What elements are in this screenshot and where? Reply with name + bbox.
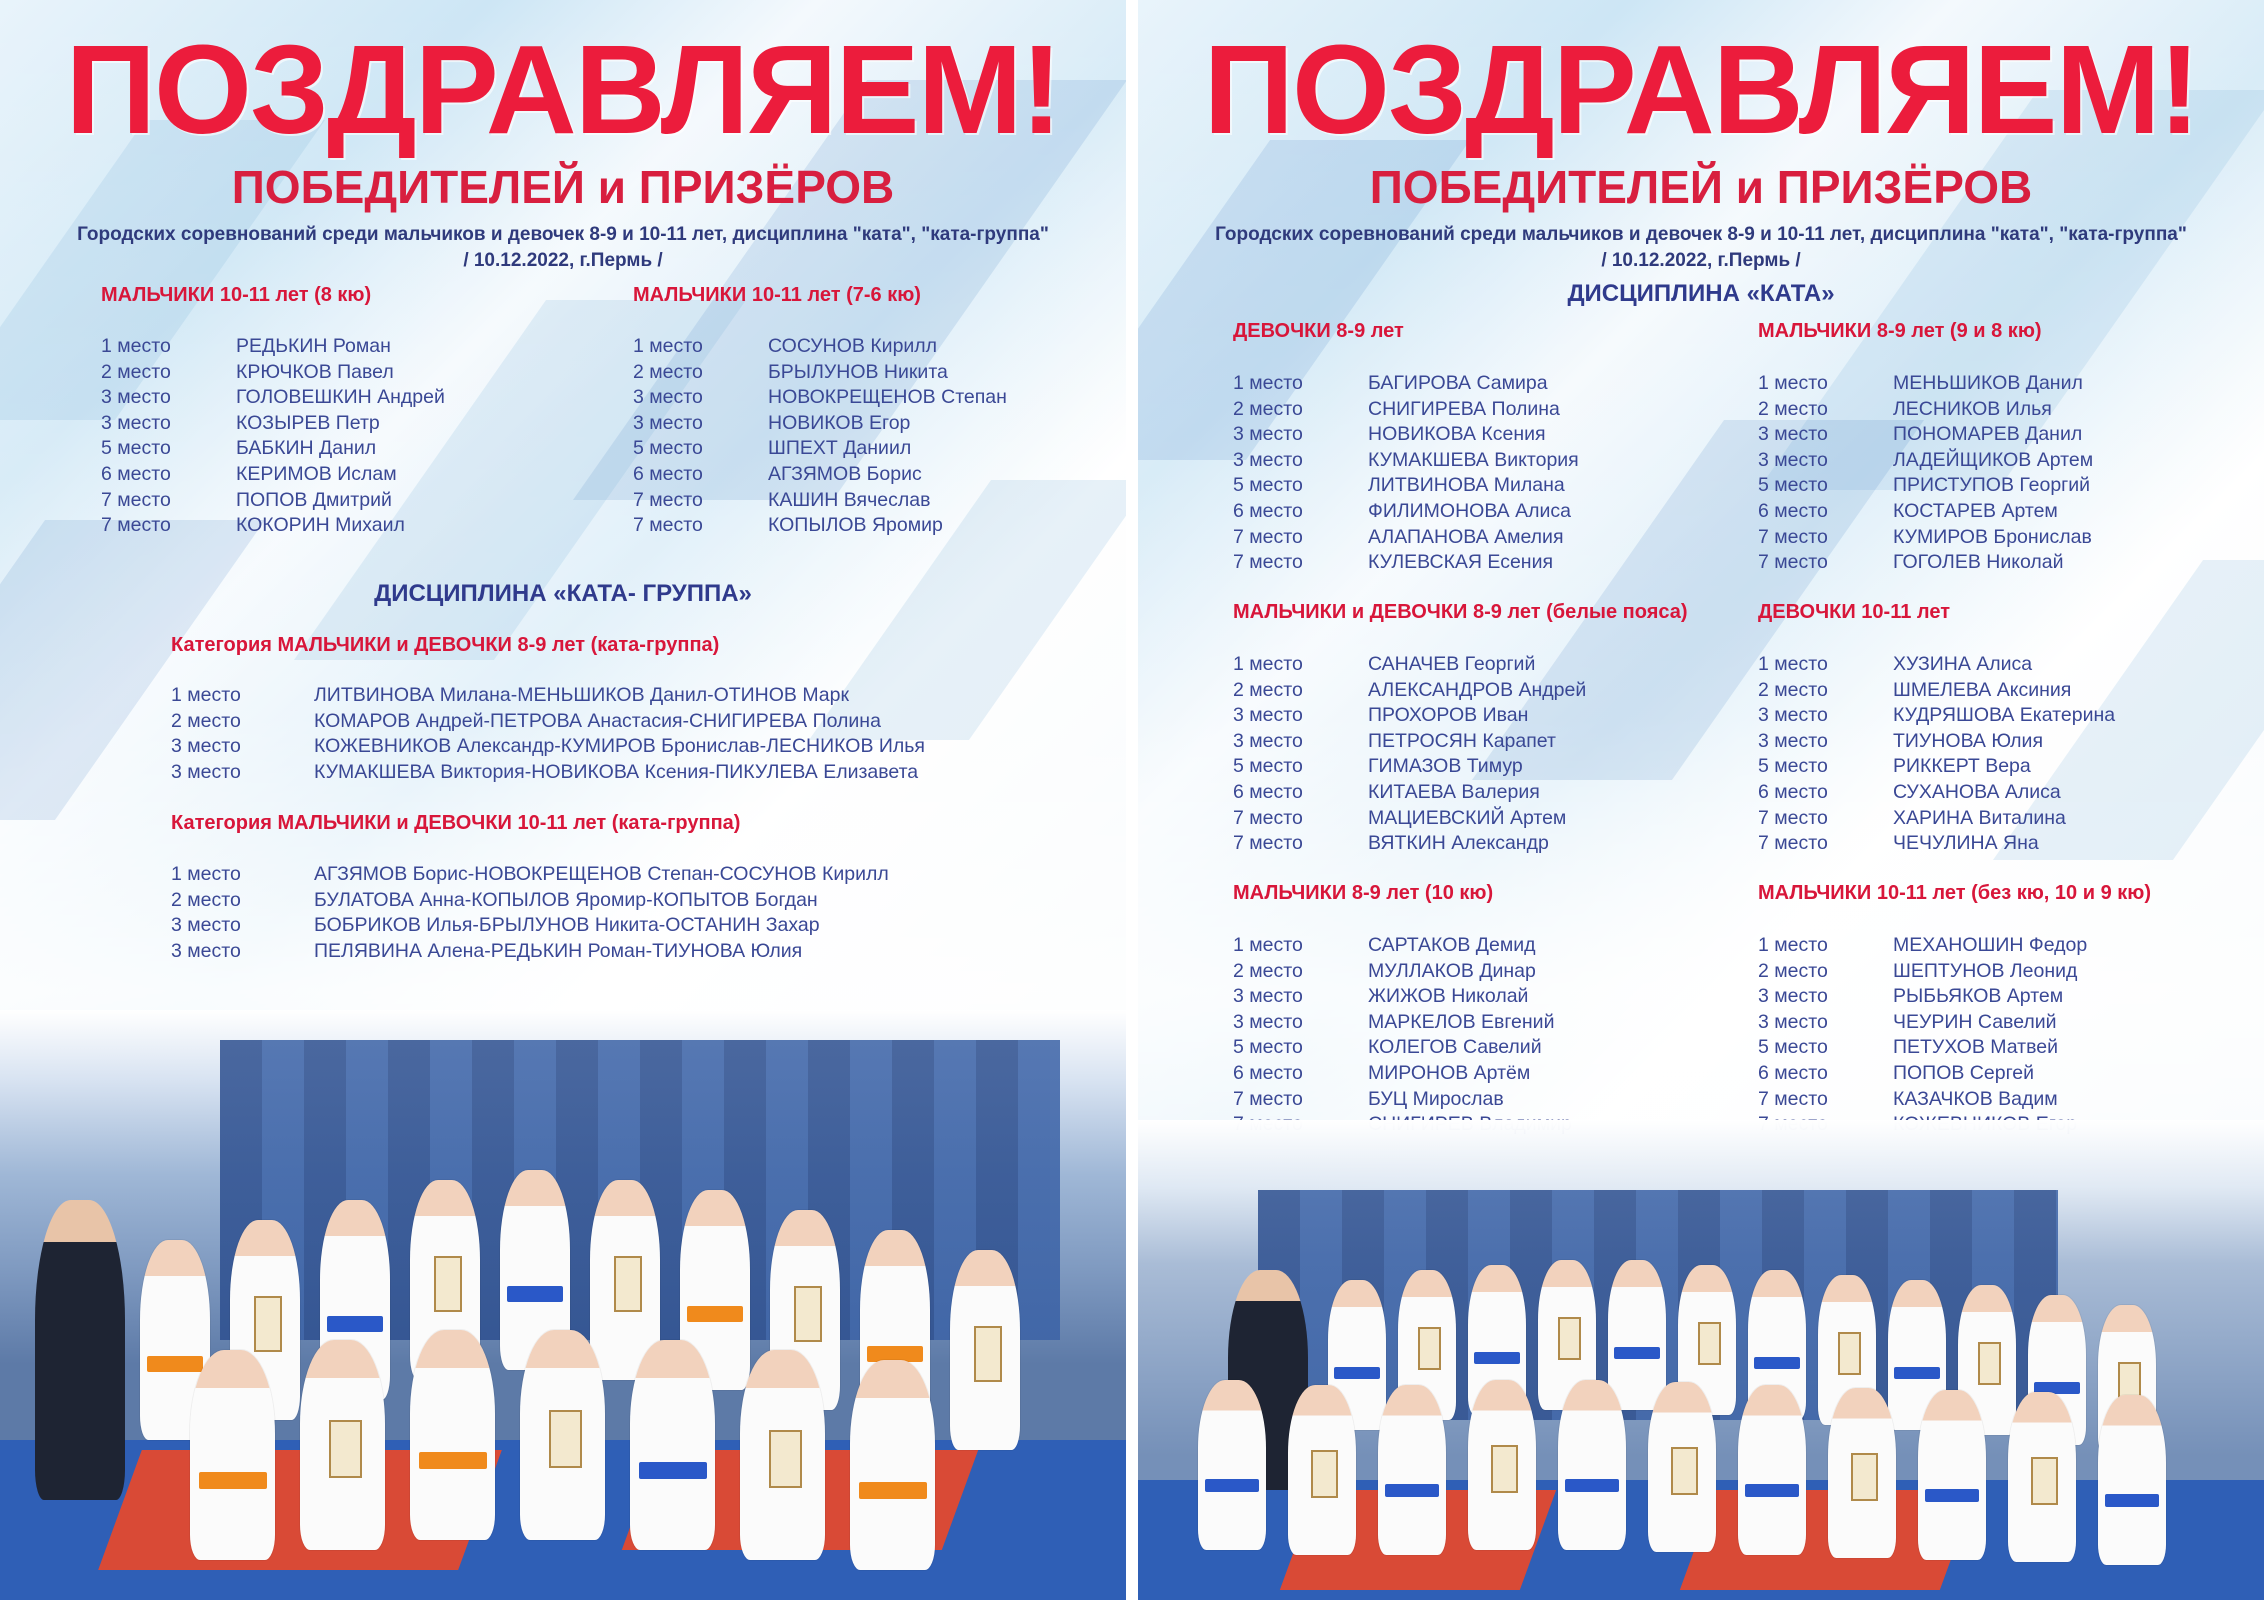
athlete-name: МАЦИЕВСКИЙ Артем	[1368, 806, 1567, 829]
place: 7 место	[1233, 832, 1303, 855]
place: 6 место	[1233, 499, 1303, 522]
result-row	[1233, 550, 1579, 576]
athlete-name: СОСУНОВ Кирилл	[768, 335, 938, 357]
discipline-heading: ДИСЦИПЛИНА «КАТА- ГРУППА»	[374, 580, 752, 607]
result-row	[1233, 806, 1586, 832]
place: 5 место	[1758, 755, 1828, 778]
page-title: ПОЗДРАВЛЯЕМ!	[1203, 19, 2199, 160]
result-row	[633, 385, 1007, 411]
place: 2 место	[101, 360, 171, 383]
result-row	[1758, 703, 2115, 729]
results-list	[1758, 652, 2115, 857]
place: 2 место	[1758, 397, 1828, 420]
result-row	[633, 334, 1007, 360]
place: 5 место	[633, 437, 703, 460]
event-description-line: Городских соревнований среди мальчиков и девочек 8-9 и 10-11 лет, дисциплина "ката", "ката-группа"	[1215, 224, 2187, 245]
results-list	[1758, 371, 2093, 576]
place: 7 место	[633, 514, 703, 537]
athlete-name: ЛАДЕЙЩИКОВ Артем	[1893, 448, 2094, 471]
athlete-name: ЛЕСНИКОВ Илья	[1893, 397, 2052, 420]
result-row	[1233, 831, 1586, 857]
page-title: ПОЗДРАВЛЯЕМ!	[65, 19, 1061, 160]
place: 3 место	[633, 411, 703, 434]
athlete-name: САРТАКОВ Демид	[1368, 934, 1536, 956]
place: 1 место	[171, 863, 241, 885]
team-names: КОМАРОВ Андрей-ПЕТРОВА Анастасия-СНИГИРЕВА Полина	[314, 709, 881, 732]
place: 3 место	[1758, 729, 1828, 752]
athlete-name: КУМАКШЕВА Виктория	[1368, 448, 1579, 471]
athlete-name: КЕРИМОВ Ислам	[236, 462, 397, 485]
place: 3 место	[171, 760, 241, 783]
results-list	[1233, 652, 1586, 857]
result-row	[101, 513, 445, 539]
athlete-name: РЫБЬЯКОВ Артем	[1893, 985, 2064, 1008]
place: 1 место	[171, 684, 241, 706]
category-heading: МАЛЬЧИКИ 8-9 лет (9 и 8 кю)	[1758, 320, 2042, 342]
athlete-name: БУЦ Мирослав	[1368, 1087, 1504, 1110]
left-poster	[0, 0, 1126, 1600]
result-row	[1233, 1061, 1572, 1087]
place: 7 место	[633, 488, 703, 511]
result-row	[1758, 984, 2087, 1010]
athlete-name: МАРКЕЛОВ Евгений	[1368, 1010, 1555, 1033]
athlete-name: НОВИКОВ Егор	[768, 411, 911, 434]
place: 3 место	[1233, 1010, 1303, 1033]
place: 3 место	[1758, 704, 1828, 727]
place: 3 место	[1758, 985, 1828, 1008]
place: 7 место	[1758, 832, 1828, 855]
team-names: ПЕЛЯВИНА Алена-РЕДЬКИН Роман-ТИУНОВА Юлия	[314, 939, 803, 962]
athlete-name: КАШИН Вячеслав	[768, 488, 931, 511]
place: 3 место	[1233, 704, 1303, 727]
results-list	[633, 334, 1007, 539]
athlete-name: КОСТАРЕВ Артем	[1893, 499, 2058, 522]
result-row	[1233, 1010, 1572, 1036]
place: 2 место	[1233, 678, 1303, 701]
result-row	[1233, 397, 1579, 423]
results-list	[171, 683, 925, 785]
group-photo	[0, 1010, 1126, 1600]
athlete-name: КУЛЕВСКАЯ Есения	[1368, 551, 1554, 574]
category-heading: МАЛЬЧИКИ 10-11 лет (7-6 кю)	[633, 284, 921, 306]
result-row	[1758, 729, 2115, 755]
athlete-name: САНАЧЕВ Георгий	[1368, 653, 1536, 675]
result-row	[633, 436, 1007, 462]
result-row	[1758, 422, 2093, 448]
athlete-name: БАБКИН Данил	[236, 437, 377, 460]
place: 5 место	[1758, 474, 1828, 497]
place: 3 место	[1233, 448, 1303, 471]
athlete-name: НОВОКРЕЩЕНОВ Степан	[768, 386, 1007, 409]
athlete-name: ВЯТКИН Александр	[1368, 832, 1549, 855]
athlete-name: МИРОНОВ Артём	[1368, 1061, 1531, 1084]
result-row	[1758, 652, 2115, 678]
athlete-name: ПРОХОРОВ Иван	[1368, 704, 1529, 727]
place: 6 место	[1233, 780, 1303, 803]
place: 2 место	[1758, 678, 1828, 701]
event-date-location: / 10.12.2022, г.Пермь /	[463, 250, 663, 271]
result-row	[1758, 525, 2093, 551]
result-row	[1758, 780, 2115, 806]
result-row	[171, 734, 925, 760]
result-row	[1233, 422, 1579, 448]
athlete-name: МЕХАНОШИН Федор	[1893, 934, 2088, 956]
athlete-name: КИТАЕВА Валерия	[1368, 780, 1540, 803]
team-names: ЛИТВИНОВА Милана-МЕНЬШИКОВ Данил-ОТИНОВ Марк	[314, 684, 850, 706]
place: 7 место	[1233, 1087, 1303, 1110]
poster-divider	[1126, 0, 1138, 1600]
athlete-name: ЖИЖОВ Николай	[1368, 985, 1529, 1008]
place: 1 место	[1233, 372, 1303, 394]
result-row	[1233, 729, 1586, 755]
place: 3 место	[1233, 729, 1303, 752]
athlete-name: КУДРЯШОВА Екатерина	[1893, 704, 2116, 727]
athlete-name: АГЗЯМОВ Борис	[768, 462, 922, 485]
result-row	[171, 888, 889, 914]
athlete-name: ГОЛОВЕШКИН Андрей	[236, 386, 445, 409]
result-row	[1758, 448, 2093, 474]
place: 2 место	[171, 888, 241, 911]
results-list	[1233, 371, 1579, 576]
athlete-name: РЕДЬКИН Роман	[236, 335, 391, 357]
place: 2 место	[1233, 959, 1303, 982]
team-names: АГЗЯМОВ Борис-НОВОКРЕЩЕНОВ Степан-СОСУНОВ Кирилл	[314, 863, 889, 885]
page-subtitle: ПОБЕДИТЕЛЕЙ и ПРИЗЁРОВ	[231, 161, 895, 213]
place: 2 место	[1758, 959, 1828, 982]
athlete-name: КУМИРОВ Бронислав	[1893, 525, 2092, 548]
athlete-name: КОПЫЛОВ Яромир	[768, 514, 943, 537]
results-list	[101, 334, 445, 539]
result-row	[1758, 550, 2093, 576]
athlete-name: БРЫЛУНОВ Никита	[768, 360, 948, 383]
place: 7 место	[101, 514, 171, 537]
place: 6 место	[101, 462, 171, 485]
result-row	[1758, 397, 2093, 423]
result-row	[1758, 678, 2115, 704]
results-list	[1233, 933, 1572, 1138]
result-row	[633, 488, 1007, 514]
category-heading: МАЛЬЧИКИ 10-11 лет (без кю, 10 и 9 кю)	[1758, 882, 2151, 904]
place: 3 место	[1233, 985, 1303, 1008]
result-row	[171, 709, 925, 735]
result-row	[1233, 780, 1586, 806]
category-heading: Категория МАЛЬЧИКИ и ДЕВОЧКИ 8-9 лет (ката-группа)	[171, 634, 720, 656]
athlete-name: КРЮЧКОВ Павел	[236, 360, 394, 383]
result-row	[101, 488, 445, 514]
result-row	[1758, 1035, 2087, 1061]
result-row	[101, 411, 445, 437]
result-row	[1758, 959, 2087, 985]
place: 2 место	[633, 360, 703, 383]
place: 3 место	[171, 735, 241, 758]
athlete-name: ГИМАЗОВ Тимур	[1368, 755, 1523, 778]
place: 2 место	[171, 709, 241, 732]
result-row	[1233, 1035, 1572, 1061]
team-names: КОЖЕВНИКОВ Александр-КУМИРОВ Бронислав-ЛЕСНИКОВ Илья	[314, 735, 925, 758]
result-row	[1233, 703, 1586, 729]
athlete-name: СУХАНОВА Алиса	[1893, 780, 2061, 803]
athlete-name: КОКОРИН Михаил	[236, 514, 405, 537]
place: 3 место	[1758, 448, 1828, 471]
event-description	[0, 222, 1126, 274]
result-row	[1758, 754, 2115, 780]
category-heading: Категория МАЛЬЧИКИ и ДЕВОЧКИ 10-11 лет (ката-группа)	[171, 812, 741, 834]
place: 3 место	[171, 939, 241, 962]
place: 3 место	[171, 914, 241, 937]
discipline-heading: ДИСЦИПЛИНА «КАТА»	[1567, 280, 1835, 307]
result-row	[1233, 959, 1572, 985]
athlete-name: АЛЕКСАНДРОВ Андрей	[1368, 678, 1587, 701]
result-row	[101, 462, 445, 488]
place: 7 место	[1233, 525, 1303, 548]
place: 5 место	[1233, 755, 1303, 778]
result-row	[1758, 371, 2093, 397]
athlete-name: ПОНОМАРЕВ Данил	[1893, 423, 2083, 446]
result-row	[1233, 525, 1579, 551]
result-row	[101, 360, 445, 386]
athlete-name: РИККЕРТ Вера	[1893, 755, 2031, 778]
athlete-name: МУЛЛАКОВ Динар	[1368, 959, 1536, 982]
page-subtitle: ПОБЕДИТЕЛЕЙ и ПРИЗЁРОВ	[1369, 161, 2033, 213]
result-row	[633, 360, 1007, 386]
team-names: БОБРИКОВ Илья-БРЫЛУНОВ Никита-ОСТАНИН Захар	[314, 914, 820, 937]
result-row	[1233, 652, 1586, 678]
result-row	[1233, 933, 1572, 959]
athlete-name: ПРИСТУПОВ Георгий	[1893, 474, 2091, 497]
athlete-name: ПЕТРОСЯН Карапет	[1368, 729, 1556, 752]
place: 7 место	[1758, 1087, 1828, 1110]
place: 1 место	[1758, 372, 1828, 394]
result-row	[1233, 678, 1586, 704]
place: 1 место	[101, 335, 171, 357]
athlete-name: МЕНЬШИКОВ Данил	[1893, 372, 2083, 394]
place: 7 место	[1233, 551, 1303, 574]
result-row	[1758, 1061, 2087, 1087]
athlete-name: ПЕТУХОВ Матвей	[1893, 1036, 2058, 1059]
place: 2 место	[1233, 397, 1303, 420]
place: 3 место	[1758, 1010, 1828, 1033]
place: 1 место	[1233, 653, 1303, 675]
result-row	[171, 913, 889, 939]
event-description-line: Городских соревнований среди мальчиков и девочек 8-9 и 10-11 лет, дисциплина "ката", "ката-группа"	[77, 224, 1049, 245]
category-heading: ДЕВОЧКИ 8-9 лет	[1233, 320, 1404, 342]
place: 5 место	[1233, 474, 1303, 497]
result-row	[1233, 1087, 1572, 1113]
result-row	[1758, 1010, 2087, 1036]
place: 6 место	[1758, 1061, 1828, 1084]
results-list	[1758, 933, 2087, 1138]
place: 5 место	[101, 437, 171, 460]
coach-figure	[35, 1200, 125, 1500]
place: 7 место	[1233, 806, 1303, 829]
result-row	[171, 939, 889, 965]
place: 1 место	[1233, 934, 1303, 956]
athlete-name: АЛАПАНОВА Амелия	[1368, 525, 1564, 548]
athlete-name: ЧЕЧУЛИНА Яна	[1893, 832, 2039, 855]
category-heading: ДЕВОЧКИ 10-11 лет	[1758, 601, 1950, 623]
result-row	[101, 334, 445, 360]
category-heading: МАЛЬЧИКИ 10-11 лет (8 кю)	[101, 284, 372, 306]
results-list	[171, 862, 889, 964]
athlete-name: ПОПОВ Дмитрий	[236, 488, 392, 511]
athlete-name: СНИГИРЕВА Полина	[1368, 397, 1560, 420]
athlete-name: ШПЕХТ Даниил	[768, 437, 912, 460]
athlete-name: ШМЕЛЕВА Аксиния	[1893, 678, 2072, 701]
place: 3 место	[101, 411, 171, 434]
result-row	[101, 385, 445, 411]
place: 6 место	[1758, 780, 1828, 803]
right-poster	[1138, 0, 2264, 1600]
result-row	[1758, 473, 2093, 499]
athlete-name: КОЗЫРЕВ Петр	[236, 411, 380, 434]
category-heading: МАЛЬЧИКИ 8-9 лет (10 кю)	[1233, 882, 1494, 904]
result-row	[1758, 933, 2087, 959]
athlete-name: ГОГОЛЕВ Николай	[1893, 551, 2064, 574]
result-row	[171, 683, 925, 709]
team-names: КУМАКШЕВА Виктория-НОВИКОВА Ксения-ПИКУЛЕВА Елизавета	[314, 760, 919, 783]
athlete-name: ШЕПТУНОВ Леонид	[1893, 959, 2078, 982]
result-row	[633, 462, 1007, 488]
result-row	[101, 436, 445, 462]
result-row	[633, 411, 1007, 437]
result-row	[1233, 473, 1579, 499]
athlete-name: ПОПОВ Сергей	[1893, 1061, 2034, 1084]
place: 3 место	[1233, 423, 1303, 446]
athlete-name: ХУЗИНА Алиса	[1893, 653, 2033, 675]
place: 6 место	[1758, 499, 1828, 522]
place: 1 место	[633, 335, 703, 357]
event-date-location: / 10.12.2022, г.Пермь /	[1601, 250, 1801, 271]
place: 3 место	[633, 386, 703, 409]
athlete-name: КОЛЕГОВ Савелий	[1368, 1036, 1542, 1059]
place: 7 место	[1758, 525, 1828, 548]
result-row	[1233, 754, 1586, 780]
result-row	[1233, 448, 1579, 474]
athlete-name: ТИУНОВА Юлия	[1893, 729, 2044, 752]
place: 7 место	[1758, 551, 1828, 574]
place: 6 место	[1233, 1061, 1303, 1084]
athlete-name: НОВИКОВА Ксения	[1368, 423, 1546, 446]
result-row	[1758, 1087, 2087, 1113]
result-row	[1758, 806, 2115, 832]
athlete-name: ХАРИНА Виталина	[1893, 806, 2066, 829]
athlete-name: ЧЕУРИН Савелий	[1893, 1010, 2057, 1033]
result-row	[1758, 499, 2093, 525]
place: 7 место	[101, 488, 171, 511]
group-photo	[1138, 1120, 2264, 1600]
place: 3 место	[101, 386, 171, 409]
place: 7 место	[1758, 806, 1828, 829]
place: 1 место	[1758, 653, 1828, 675]
athlete-name: ЛИТВИНОВА Милана	[1368, 474, 1565, 497]
place: 5 место	[1758, 1036, 1828, 1059]
team-names: БУЛАТОВА Анна-КОПЫЛОВ Яромир-КОПЫТОВ Богдан	[314, 888, 818, 911]
place: 3 место	[1758, 423, 1828, 446]
result-row	[1233, 499, 1579, 525]
athlete-name: БАГИРОВА Самира	[1368, 372, 1548, 394]
result-row	[171, 862, 889, 888]
event-description	[1138, 222, 2264, 274]
result-row	[1758, 831, 2115, 857]
result-row	[1233, 371, 1579, 397]
place: 1 место	[1758, 934, 1828, 956]
athlete-name: КАЗАЧКОВ Вадим	[1893, 1087, 2058, 1110]
result-row	[1233, 984, 1572, 1010]
result-row	[633, 513, 1007, 539]
category-heading: МАЛЬЧИКИ и ДЕВОЧКИ 8-9 лет (белые пояса)	[1233, 601, 1688, 623]
athlete-name: ФИЛИМОНОВА Алиса	[1368, 499, 1571, 522]
place: 6 место	[633, 462, 703, 485]
place: 5 место	[1233, 1036, 1303, 1059]
result-row	[171, 760, 925, 786]
